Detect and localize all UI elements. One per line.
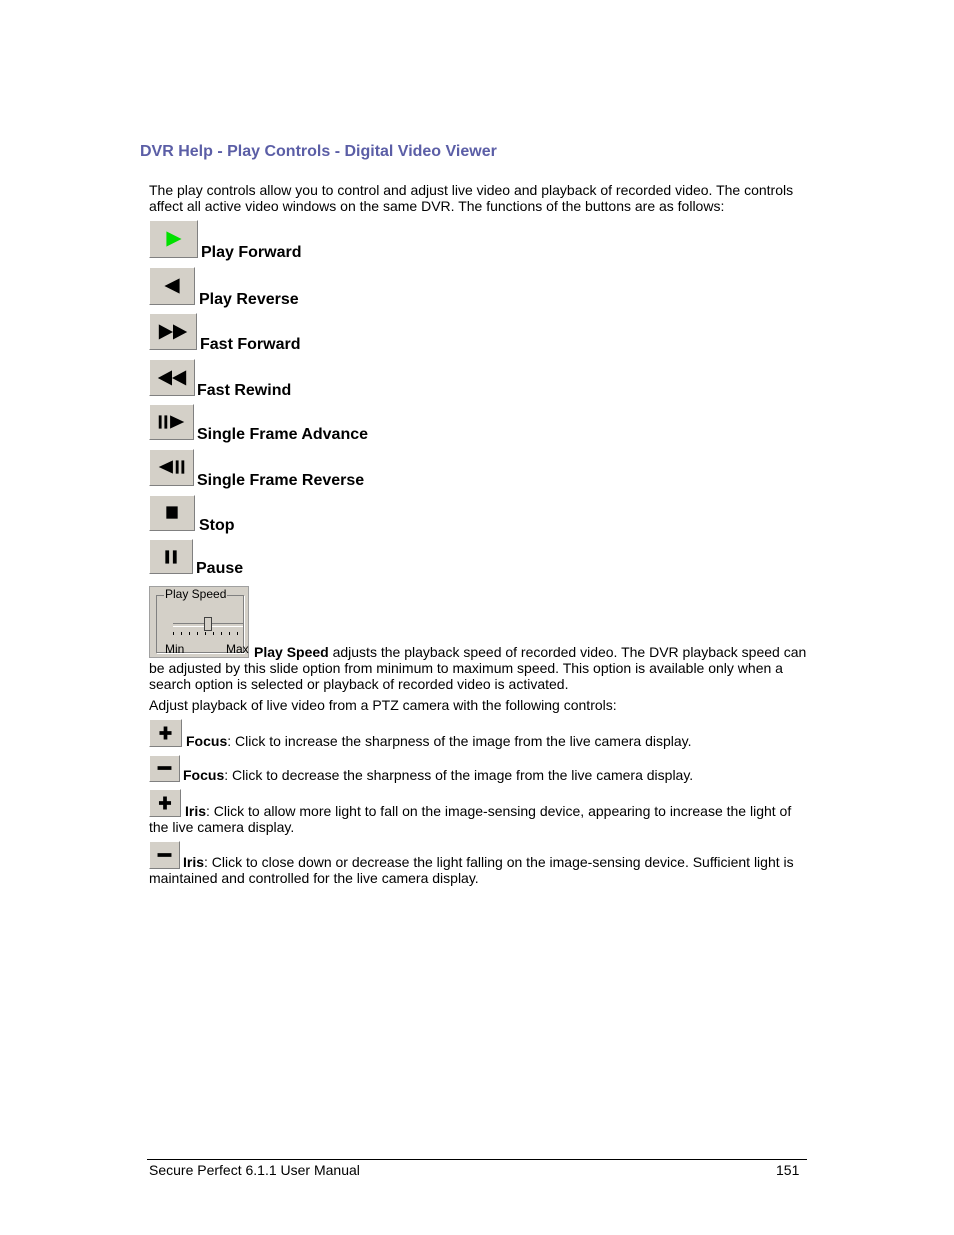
iris-decrease-text	[149, 854, 809, 886]
footer-page-number: 151	[776, 1162, 800, 1178]
fast-forward-icon	[150, 314, 196, 349]
footer-rule	[147, 1159, 807, 1160]
footer-manual-title: Secure Perfect 6.1.1 User Manual	[149, 1162, 360, 1178]
play-reverse-icon	[150, 268, 194, 304]
play-reverse-button[interactable]	[149, 267, 195, 305]
stop-icon	[150, 496, 194, 530]
single-frame-advance-button[interactable]	[149, 404, 194, 440]
fast-rewind-label: Fast Rewind	[197, 382, 292, 399]
single-frame-advance-icon	[150, 405, 193, 439]
play-forward-icon	[150, 221, 197, 257]
focus-increase-description: : Click to increase the sharpness of the image from the live camera display.	[227, 733, 692, 749]
iris-increase-label: Iris	[185, 803, 207, 819]
play-speed-min-label: Min	[165, 642, 185, 656]
focus-decrease-description: : Click to decrease the sharpness of the image from the live camera display.	[224, 767, 694, 783]
play-reverse-label: Play Reverse	[199, 291, 299, 308]
play-speed-legend: Play Speed	[165, 587, 227, 601]
play-speed-paragraph	[149, 644, 809, 692]
focus-increase-text	[149, 733, 809, 749]
iris-increase-text	[149, 803, 809, 835]
play-speed-max-label: Max	[226, 642, 249, 656]
iris-increase-description: : Click to allow more light to fall on the image-sensing device, appearing to increase the light of the live camera display.	[149, 803, 792, 835]
intro-paragraph: The play controls allow you to control and adjust live video and playback of recorded video. The controls affect all active video windows on the same DVR. The functions of the buttons are as follows:	[149, 182, 794, 214]
iris-decrease-label: Iris	[183, 854, 205, 870]
stop-button[interactable]	[149, 495, 195, 531]
focus-decrease-label: Focus	[183, 767, 225, 783]
page-title: DVR Help - Play Controls - Digital Video Viewer	[140, 143, 497, 160]
fast-forward-label: Fast Forward	[200, 336, 301, 353]
fast-rewind-button[interactable]	[149, 359, 195, 396]
fast-rewind-icon	[150, 360, 194, 395]
ptz-intro: Adjust playback of live video from a PTZ camera with the following controls:	[149, 697, 617, 713]
single-frame-advance-label: Single Frame Advance	[197, 426, 369, 443]
stop-label: Stop	[199, 517, 235, 534]
play-forward-label: Play Forward	[201, 244, 302, 261]
pause-icon	[150, 540, 192, 573]
play-speed-label: Play Speed	[254, 644, 329, 660]
focus-increase-label: Focus	[186, 733, 228, 749]
fast-forward-button[interactable]	[149, 313, 197, 350]
play-speed-ticks	[173, 632, 245, 636]
play-speed-thumb[interactable]	[204, 617, 212, 631]
play-forward-button[interactable]	[149, 220, 198, 258]
play-speed-description: adjusts the playback speed of recorded video. The DVR playback speed can be adjusted by this slide option from minimum to maximum speed. This option is available only when a search option is selected or playback of recorded video is activated.	[149, 644, 807, 692]
single-frame-reverse-label: Single Frame Reverse	[197, 472, 365, 489]
focus-decrease-text	[149, 767, 809, 783]
pause-button[interactable]	[149, 539, 193, 574]
single-frame-reverse-icon	[150, 450, 193, 485]
pause-label: Pause	[196, 560, 244, 577]
single-frame-reverse-button[interactable]	[149, 449, 194, 486]
iris-decrease-description: : Click to close down or decrease the light falling on the image-sensing device. Sufficient light is maintained and controlled for the live camera display.	[149, 854, 794, 886]
